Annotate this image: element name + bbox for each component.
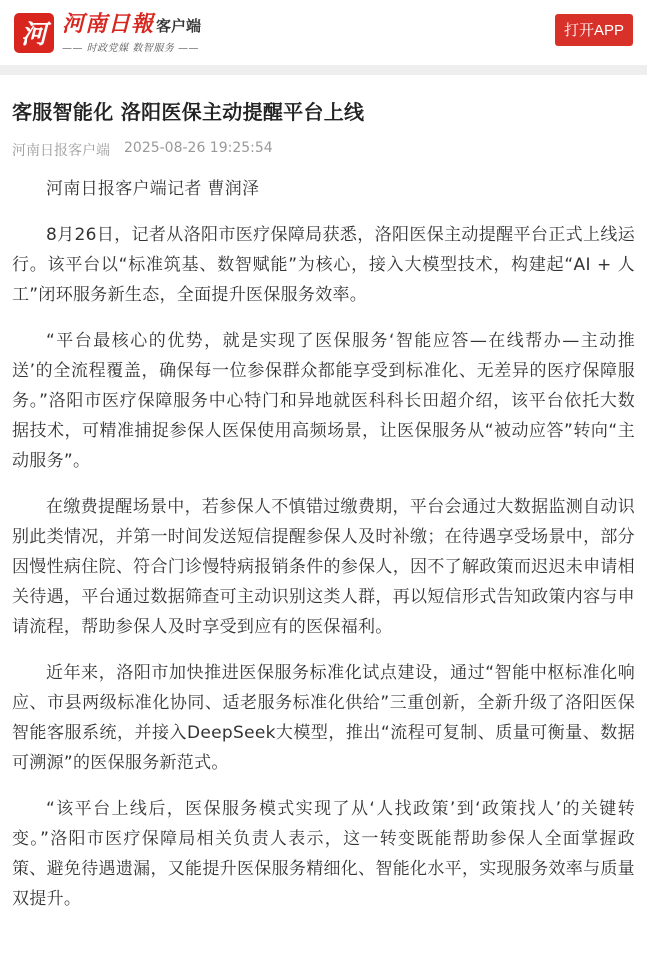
paragraph: 近年来，洛阳市加快推进医保服务标准化试点建设，通过“智能中枢标准化响应、市县两级标准化协同、适老服务标准化供给”三重创新，全新升级了洛阳医保智能客服系统，并接入DeepSeek大模型，推出“流程可复制、质量可衡量、数据可溯源”的医保服务新范式。 bbox=[12, 663, 635, 773]
open-app-button[interactable]: 打开APP bbox=[555, 14, 633, 46]
header-divider bbox=[0, 65, 647, 75]
paragraph: “该平台上线后，医保服务模式实现了从‘人找政策’到‘政策找人’的关键转变。”洛阳市医疗保障局相关负责人表示，这一转变既能帮助参保人全面掌握政策、避免待遇遗漏，又能提升医保服务精细化、智能化水平，实现服务效率与质量双提升。 bbox=[12, 799, 635, 909]
brand-slogan: —— 时政党媒 数智服务 —— bbox=[62, 43, 200, 54]
top-header bbox=[0, 0, 647, 65]
article-datetime: 2025-08-26 19:25:54 bbox=[124, 140, 273, 156]
paragraph: “平台最核心的优势，就是实现了医保服务‘智能应答—在线帮办—主动推送’的全流程覆盖，确保每一位参保群众都能享受到标准化、无差异的医疗保障服务。”洛阳市医疗保障服务中心特门和异地就医科科长田超介绍，该平台依托大数据技术，可精准捕捉参保人医保使用高频场景，让医保服务从“被动应答”转向“主动服务”。 bbox=[12, 331, 635, 471]
brand-name: 河南日報 bbox=[62, 11, 155, 37]
brand-client: 客户端 bbox=[156, 17, 202, 35]
article bbox=[0, 97, 647, 914]
brand-text bbox=[62, 11, 201, 54]
article-meta bbox=[12, 140, 635, 160]
article-source: 河南日报客户端 bbox=[12, 143, 110, 159]
article-body bbox=[12, 174, 635, 914]
brand-main bbox=[62, 11, 201, 37]
paragraph: 在缴费提醒场景中，若参保人不慎错过缴费期，平台会通过大数据监测自动识别此类情况，并第一时间发送短信提醒参保人及时补缴；在待遇享受场景中，部分因慢性病住院、符合门诊慢特病报销条件的参保人，因不了解政策而迟迟未申请相关待遇，平台通过数据筛查可主动识别这类人群，再以短信形式告知政策内容与申请流程，帮助参保人及时享受到应有的医保福利。 bbox=[12, 497, 635, 637]
article-title: 客服智能化 洛阳医保主动提醒平台上线 bbox=[12, 100, 365, 124]
byline: 河南日报客户端记者 曹润泽 bbox=[46, 179, 260, 199]
paragraph: 8月26日，记者从洛阳市医疗保障局获悉，洛阳医保主动提醒平台正式上线运行。该平台以“标准筑基、数智赋能”为核心，接入大模型技术，构建起“AI + 人工”闭环服务新生态，全面提升医保服务效率。 bbox=[12, 225, 635, 305]
brand-logo[interactable] bbox=[14, 11, 201, 54]
logo-icon: 河 bbox=[14, 13, 54, 53]
